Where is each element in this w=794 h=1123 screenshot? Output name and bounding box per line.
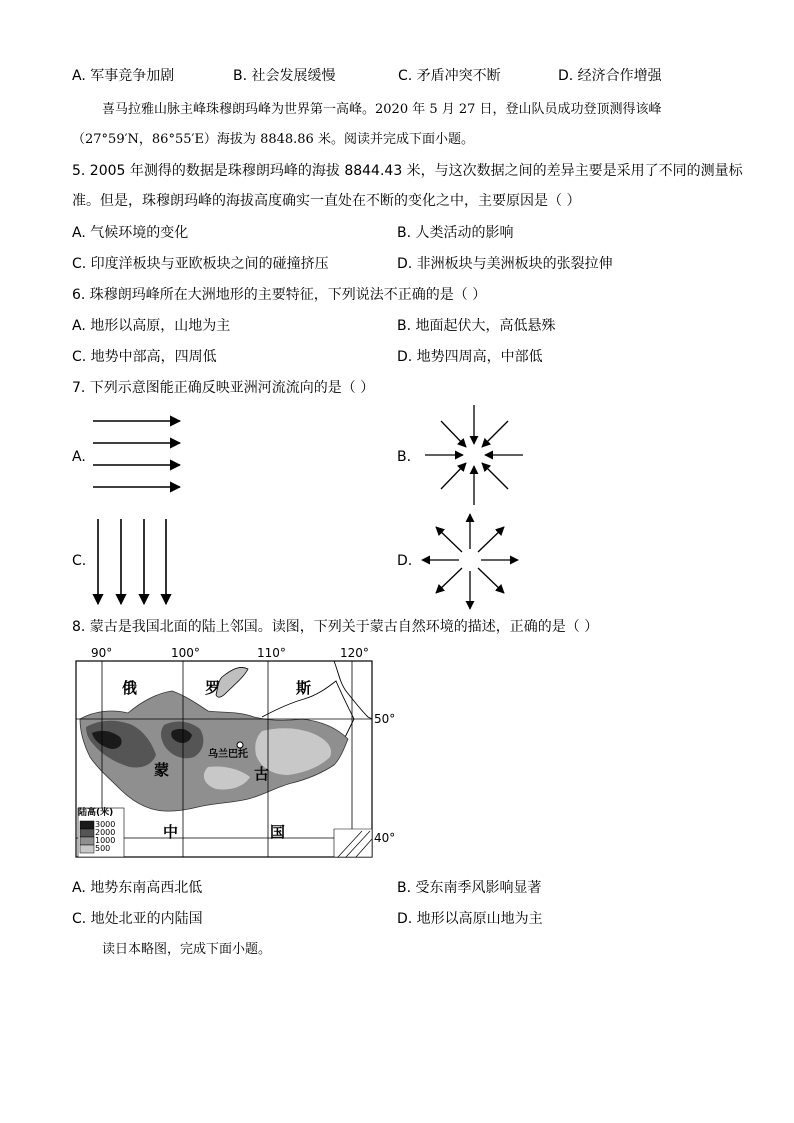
lon-label-110: 110° bbox=[257, 646, 286, 660]
legend-value-3000: 3000 bbox=[95, 820, 116, 829]
q7-diagram-b-arrows bbox=[425, 405, 523, 505]
q7-diagram-d-arrows bbox=[422, 514, 518, 609]
map-label-china-2: 国 bbox=[270, 823, 286, 841]
q8-option-c: C. 地处北亚的内陆国 bbox=[72, 911, 203, 927]
q5-stem-line1: 5. 2005 年测得的数据是珠穆朗玛峰的海拔 8844.43 米，与这次数据之间的差异主要是采用了不同的测量标 bbox=[72, 163, 743, 179]
passage2: 读日本略图，完成下面小题。 bbox=[102, 942, 272, 957]
legend-value-1000: 1000 bbox=[95, 836, 116, 845]
q7-option-a-label: A. bbox=[72, 449, 86, 465]
q4-option-a: A. 军事竞争加剧 bbox=[72, 68, 175, 84]
q5-option-b: B. 人类活动的影响 bbox=[397, 225, 514, 241]
q4-option-d: D. 经济合作增强 bbox=[558, 68, 662, 84]
lon-label-100: 100° bbox=[171, 646, 200, 660]
q6-option-b: B. 地面起伏大，高低悬殊 bbox=[397, 318, 556, 334]
q7-option-c-label: C. bbox=[72, 553, 87, 569]
q4-option-b: B. 社会发展缓慢 bbox=[233, 68, 336, 84]
lon-label-90: 90° bbox=[91, 646, 113, 660]
q8-stem: 8. 蒙古是我国北面的陆上邻国。读图，下列关于蒙古自然环境的描述，正确的是（ ） bbox=[72, 619, 599, 635]
q6-option-c: C. 地势中部高，四周低 bbox=[72, 349, 217, 365]
q7-option-d-label: D. bbox=[397, 553, 413, 569]
map-label-russia-1: 俄 bbox=[122, 679, 138, 697]
legend-value-500: 500 bbox=[95, 844, 111, 853]
q8-option-a: A. 地势东南高西北低 bbox=[72, 880, 203, 896]
passage1-line1: 喜马拉雅山脉主峰珠穆朗玛峰为世界第一高峰。2020 年 5 月 27 日，登山队员成功登顶测得该峰 bbox=[102, 102, 662, 117]
passage1-line2: （27°59′N，86°55′E）海拔为 8848.86 米。阅读并完成下面小题。 bbox=[72, 132, 474, 147]
map-label-china-1: 中 bbox=[163, 823, 179, 841]
legend-title: 陆高(米) bbox=[78, 808, 114, 818]
q4-option-c: C. 矛盾冲突不断 bbox=[398, 68, 501, 84]
q5-option-d: D. 非洲板块与美洲板块的张裂拉伸 bbox=[397, 256, 613, 272]
q8-option-d: D. 地形以高原山地为主 bbox=[397, 911, 543, 927]
lon-label-120: 120° bbox=[340, 646, 369, 660]
q8-option-b: B. 受东南季风影响显著 bbox=[397, 880, 542, 896]
map-label-ulaanbaatar: 乌兰巴托 bbox=[208, 749, 248, 760]
lat-label-50: 50° bbox=[374, 712, 396, 726]
legend-swatch-1000 bbox=[80, 837, 94, 845]
q5-stem-line2: 准。但是，珠穆朗玛峰的海拔高度确实一直处在不断的变化之中，主要原因是（ ） bbox=[72, 193, 581, 209]
map-label-russia-2: 罗 bbox=[205, 679, 221, 697]
map-label-russia-3: 斯 bbox=[296, 679, 312, 697]
q7-stem: 7. 下列示意图能正确反映亚洲河流流向的是（ ） bbox=[72, 380, 375, 396]
q5-option-a: A. 气候环境的变化 bbox=[72, 225, 189, 241]
q6-option-a: A. 地形以高原，山地为主 bbox=[72, 318, 231, 334]
legend-swatch-2000 bbox=[80, 829, 94, 837]
q6-option-d: D. 地势四周高，中部低 bbox=[397, 349, 543, 365]
legend-value-2000: 2000 bbox=[95, 828, 116, 837]
q7-diagram-c-arrows bbox=[98, 519, 166, 604]
legend-swatch-3000 bbox=[80, 821, 94, 829]
map-label-mongolia-2: 古 bbox=[254, 765, 270, 783]
lat-label-40: 40° bbox=[374, 831, 396, 845]
map-label-mongolia-1: 蒙 bbox=[154, 761, 170, 779]
q7-option-b-label: B. bbox=[397, 449, 412, 465]
legend-swatch-500 bbox=[80, 845, 94, 853]
q6-stem: 6. 珠穆朗玛峰所在大洲地形的主要特征，下列说法不正确的是（ ） bbox=[72, 287, 487, 303]
ulaanbaatar-marker bbox=[237, 742, 243, 748]
map-inset-area bbox=[334, 829, 372, 857]
q7-diagram-a-arrows bbox=[93, 421, 180, 487]
q5-option-c: C. 印度洋板块与亚欧板块之间的碰撞挤压 bbox=[72, 256, 329, 272]
